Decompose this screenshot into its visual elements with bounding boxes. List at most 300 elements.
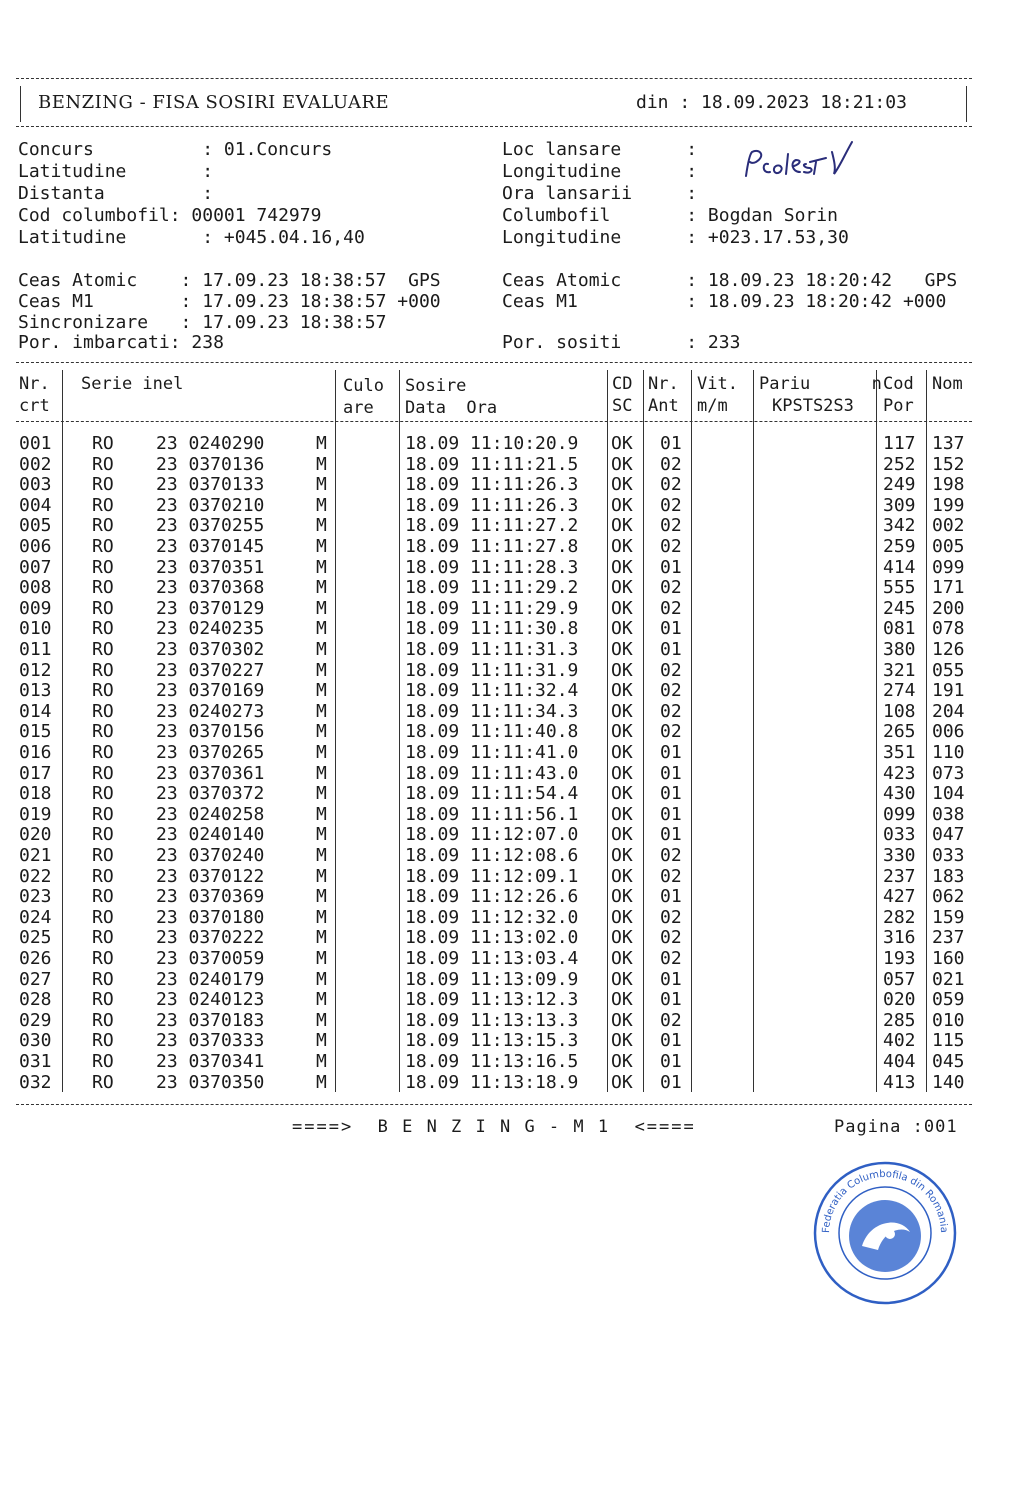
row-arrival: 18.09 11:11:29.2 <box>405 577 579 599</box>
row-nom: 199 <box>932 494 965 516</box>
table-row <box>0 990 1024 1011</box>
row-nr: 029 <box>19 1009 52 1031</box>
row-nr: 003 <box>19 474 52 496</box>
row-nrant: 02 <box>660 659 682 681</box>
row-sex: M <box>316 1009 327 1031</box>
table-row <box>0 743 1024 764</box>
row-sex: M <box>316 474 327 496</box>
row-country: RO <box>92 824 114 846</box>
table-row <box>0 681 1024 702</box>
table-row <box>0 970 1024 991</box>
row-nrant: 01 <box>660 639 682 660</box>
row-nom: 152 <box>932 453 965 475</box>
col-vit-header: Vit. <box>697 374 738 394</box>
row-ring: 23 0370145 <box>156 536 265 557</box>
row-cd: OK <box>611 886 633 908</box>
row-nr: 017 <box>19 762 52 784</box>
row-nom: 047 <box>932 824 965 846</box>
row-cd: OK <box>611 927 633 949</box>
row-nrant: 01 <box>660 1051 682 1072</box>
row-cd: OK <box>611 618 633 640</box>
row-nom: 183 <box>932 865 965 887</box>
table-row <box>0 722 1024 743</box>
row-sex: M <box>316 742 327 763</box>
row-cod: 099 <box>883 803 916 825</box>
row-country: RO <box>92 680 114 702</box>
row-cd: OK <box>611 1071 633 1093</box>
row-arrival: 18.09 11:11:40.8 <box>405 721 579 743</box>
row-arrival: 18.09 11:11:54.4 <box>405 783 579 805</box>
row-cod: 321 <box>883 659 916 681</box>
row-nrant: 02 <box>660 474 682 496</box>
row-nrant: 01 <box>660 803 682 825</box>
table-row <box>0 928 1024 949</box>
row-cod: 282 <box>883 906 916 928</box>
row-cd: OK <box>611 680 633 702</box>
row-country: RO <box>92 1051 114 1072</box>
table-row <box>0 1052 1024 1073</box>
row-nr: 011 <box>19 639 52 660</box>
row-arrival: 18.09 11:12:08.6 <box>405 845 579 866</box>
row-ring: 23 0370136 <box>156 453 265 475</box>
row-ring: 23 0370133 <box>156 474 265 496</box>
concurs-line: Concurs : 01.Concurs <box>18 139 333 160</box>
row-ring: 23 0370372 <box>156 783 265 805</box>
row-ring: 23 0370351 <box>156 556 265 578</box>
col-cd-header: CD <box>612 374 633 394</box>
row-ring: 23 0370059 <box>156 948 265 969</box>
row-sex: M <box>316 1051 327 1072</box>
row-cod: 555 <box>883 577 916 599</box>
row-cod: 380 <box>883 639 916 660</box>
row-sex: M <box>316 783 327 805</box>
row-ring: 23 0370183 <box>156 1009 265 1031</box>
row-cd: OK <box>611 845 633 866</box>
row-cd: OK <box>611 762 633 784</box>
row-nom: 115 <box>932 1030 965 1052</box>
table-row <box>0 661 1024 682</box>
row-nrant: 02 <box>660 536 682 557</box>
row-arrival: 18.09 11:13:03.4 <box>405 948 579 969</box>
row-arrival: 18.09 11:12:07.0 <box>405 824 579 846</box>
row-nrant: 02 <box>660 906 682 928</box>
row-ring: 23 0370129 <box>156 597 265 619</box>
table-row <box>0 475 1024 496</box>
latitudine-line: Latitudine : <box>18 161 214 182</box>
row-cd: OK <box>611 865 633 887</box>
row-nrant: 02 <box>660 1009 682 1031</box>
ceas-atomic-right: Ceas Atomic : 18.09.23 18:20:42 GPS <box>502 270 958 291</box>
table-row <box>0 599 1024 620</box>
row-cd: OK <box>611 659 633 681</box>
title-bottom-border <box>16 126 972 127</box>
row-cod: 057 <box>883 968 916 990</box>
row-sex: M <box>316 1071 327 1093</box>
row-nrant: 01 <box>660 762 682 784</box>
row-cd: OK <box>611 474 633 496</box>
row-sex: M <box>316 536 327 557</box>
distanta-line: Distanta : <box>18 183 214 204</box>
row-sex: M <box>316 515 327 537</box>
por-imbarcati-line: Por. imbarcati: 238 <box>18 332 224 353</box>
row-sex: M <box>316 680 327 702</box>
ceas-atomic-left: Ceas Atomic : 17.09.23 18:38:57 GPS <box>18 270 441 291</box>
row-nrant: 01 <box>660 886 682 908</box>
longitudine-line: Longitudine : <box>502 161 698 182</box>
row-sex: M <box>316 494 327 516</box>
row-nrant: 01 <box>660 968 682 990</box>
row-cod: 117 <box>883 433 916 454</box>
row-country: RO <box>92 783 114 805</box>
row-nom: 160 <box>932 948 965 969</box>
row-nom: 159 <box>932 906 965 928</box>
cod-columbofil-line: Cod columbofil: 00001 742979 <box>18 205 322 226</box>
row-cod: 285 <box>883 1009 916 1031</box>
row-nrant: 01 <box>660 989 682 1011</box>
row-sex: M <box>316 556 327 578</box>
col-pariu-header-sub: KPSTS2S3 <box>772 396 854 416</box>
row-nrant: 02 <box>660 494 682 516</box>
footer-banner: ====> B E N Z I N G - M 1 <==== <box>292 1117 696 1137</box>
title-right-bar <box>966 86 967 122</box>
row-arrival: 18.09 11:10:20.9 <box>405 433 579 454</box>
col-nr-header-sub: crt <box>19 396 50 416</box>
row-nrant: 02 <box>660 927 682 949</box>
row-ring: 23 0370333 <box>156 1030 265 1052</box>
federation-stamp <box>812 1160 958 1306</box>
latitudine-value-line: Latitudine : +045.04.16,40 <box>18 227 365 248</box>
row-nom: 200 <box>932 597 965 619</box>
row-country: RO <box>92 906 114 928</box>
row-cod: 193 <box>883 948 916 969</box>
col-serie-header: Serie inel <box>81 374 184 394</box>
row-country: RO <box>92 536 114 557</box>
row-cod: 430 <box>883 783 916 805</box>
row-country: RO <box>92 577 114 599</box>
table-row <box>0 619 1024 640</box>
row-cod: 274 <box>883 680 916 702</box>
row-cd: OK <box>611 906 633 928</box>
row-nrant: 01 <box>660 824 682 846</box>
table-row <box>0 434 1024 455</box>
row-sex: M <box>316 927 327 949</box>
row-nom: 045 <box>932 1051 965 1072</box>
row-nom: 033 <box>932 845 965 866</box>
row-nr: 015 <box>19 721 52 743</box>
row-cod: 351 <box>883 742 916 763</box>
row-arrival: 18.09 11:11:31.9 <box>405 659 579 681</box>
row-arrival: 18.09 11:11:34.3 <box>405 700 579 722</box>
row-cd: OK <box>611 577 633 599</box>
row-nr: 005 <box>19 515 52 537</box>
row-sex: M <box>316 659 327 681</box>
table-row <box>0 640 1024 661</box>
col-culoare-header-sub: are <box>343 398 374 418</box>
col-sosire-header-sub: Data Ora <box>405 398 498 418</box>
row-nrant: 01 <box>660 556 682 578</box>
row-nrant: 02 <box>660 865 682 887</box>
row-arrival: 18.09 11:13:16.5 <box>405 1051 579 1072</box>
row-nom: 002 <box>932 515 965 537</box>
row-ring: 23 0370240 <box>156 845 265 866</box>
row-cd: OK <box>611 700 633 722</box>
row-cd: OK <box>611 639 633 660</box>
row-nom: 059 <box>932 989 965 1011</box>
row-sex: M <box>316 639 327 660</box>
row-cod: 081 <box>883 618 916 640</box>
row-arrival: 18.09 11:11:21.5 <box>405 453 579 475</box>
row-cod: 402 <box>883 1030 916 1052</box>
row-nr: 030 <box>19 1030 52 1052</box>
table-bottom-border <box>16 1104 972 1105</box>
row-cd: OK <box>611 1009 633 1031</box>
table-row <box>0 764 1024 785</box>
row-nrant: 02 <box>660 577 682 599</box>
row-cd: OK <box>611 824 633 846</box>
row-nom: 198 <box>932 474 965 496</box>
handwritten-location <box>740 138 870 186</box>
row-nr: 031 <box>19 1051 52 1072</box>
row-nom: 038 <box>932 803 965 825</box>
row-cd: OK <box>611 1030 633 1052</box>
row-cd: OK <box>611 453 633 475</box>
col-nrant-header: Nr. <box>648 374 679 394</box>
row-arrival: 18.09 11:12:26.6 <box>405 886 579 908</box>
row-country: RO <box>92 556 114 578</box>
row-ring: 23 0240258 <box>156 803 265 825</box>
row-cd: OK <box>611 556 633 578</box>
row-country: RO <box>92 474 114 496</box>
row-country: RO <box>92 762 114 784</box>
row-cod: 020 <box>883 989 916 1011</box>
row-sex: M <box>316 597 327 619</box>
stamp-text: Federatia Columbofila din Romania <box>820 1168 950 1234</box>
row-cod: 237 <box>883 865 916 887</box>
row-nom: 078 <box>932 618 965 640</box>
row-country: RO <box>92 948 114 969</box>
col-nr-header: Nr. <box>19 374 50 394</box>
row-ring: 23 0240179 <box>156 968 265 990</box>
row-ring: 23 0370302 <box>156 639 265 660</box>
row-country: RO <box>92 700 114 722</box>
row-nom: 204 <box>932 700 965 722</box>
row-country: RO <box>92 742 114 763</box>
row-nr: 013 <box>19 680 52 702</box>
row-ring: 23 0370222 <box>156 927 265 949</box>
row-nom: 126 <box>932 639 965 660</box>
row-nrant: 01 <box>660 1071 682 1093</box>
row-arrival: 18.09 11:11:26.3 <box>405 494 579 516</box>
row-nom: 191 <box>932 680 965 702</box>
row-country: RO <box>92 1071 114 1093</box>
row-ring: 23 0240123 <box>156 989 265 1011</box>
row-arrival: 18.09 11:11:43.0 <box>405 762 579 784</box>
row-cod: 108 <box>883 700 916 722</box>
row-cod: 330 <box>883 845 916 866</box>
row-cod: 316 <box>883 927 916 949</box>
row-ring: 23 0370369 <box>156 886 265 908</box>
row-cod: 342 <box>883 515 916 537</box>
table-row <box>0 949 1024 970</box>
row-nr: 001 <box>19 433 52 454</box>
row-arrival: 18.09 11:11:27.8 <box>405 536 579 557</box>
row-country: RO <box>92 515 114 537</box>
col-cod-header-sub: Por <box>883 396 914 416</box>
row-nom: 137 <box>932 433 965 454</box>
row-arrival: 18.09 11:12:09.1 <box>405 865 579 887</box>
row-cod: 423 <box>883 762 916 784</box>
col-culoare-header: Culo <box>343 376 384 396</box>
row-nom: 055 <box>932 659 965 681</box>
row-arrival: 18.09 11:12:32.0 <box>405 906 579 928</box>
table-row <box>0 784 1024 805</box>
ceas-m1-right: Ceas M1 : 18.09.23 18:20:42 +000 <box>502 291 947 312</box>
top-border <box>16 78 972 79</box>
row-nr: 023 <box>19 886 52 908</box>
table-row <box>0 702 1024 723</box>
table-row <box>0 1073 1024 1094</box>
row-country: RO <box>92 968 114 990</box>
row-country: RO <box>92 1009 114 1031</box>
table-top-border <box>16 362 972 363</box>
document-date: din : 18.09.2023 18:21:03 <box>636 92 907 113</box>
row-nr: 032 <box>19 1071 52 1093</box>
col-cd-header-sub: SC <box>612 396 633 416</box>
row-arrival: 18.09 11:13:02.0 <box>405 927 579 949</box>
row-nr: 016 <box>19 742 52 763</box>
col-sosire-header: Sosire <box>405 376 467 396</box>
row-sex: M <box>316 845 327 866</box>
row-nr: 021 <box>19 845 52 866</box>
row-nrant: 02 <box>660 597 682 619</box>
header-bottom-border <box>16 421 972 422</box>
row-cd: OK <box>611 1051 633 1072</box>
row-nom: 110 <box>932 742 965 763</box>
row-ring: 23 0370368 <box>156 577 265 599</box>
row-nr: 020 <box>19 824 52 846</box>
row-nr: 026 <box>19 948 52 969</box>
row-nrant: 02 <box>660 721 682 743</box>
row-nr: 010 <box>19 618 52 640</box>
row-nom: 073 <box>932 762 965 784</box>
row-cd: OK <box>611 803 633 825</box>
row-nr: 009 <box>19 597 52 619</box>
row-cod: 249 <box>883 474 916 496</box>
row-nr: 012 <box>19 659 52 681</box>
row-cd: OK <box>611 783 633 805</box>
row-cod: 259 <box>883 536 916 557</box>
row-sex: M <box>316 1030 327 1052</box>
row-nom: 140 <box>932 1071 965 1093</box>
row-arrival: 18.09 11:13:18.9 <box>405 1071 579 1093</box>
por-sositi-line: Por. sositi : 233 <box>502 332 741 353</box>
row-sex: M <box>316 906 327 928</box>
row-nom: 237 <box>932 927 965 949</box>
row-cd: OK <box>611 515 633 537</box>
row-nom: 006 <box>932 721 965 743</box>
row-ring: 23 0370265 <box>156 742 265 763</box>
row-arrival: 18.09 11:13:12.3 <box>405 989 579 1011</box>
row-cd: OK <box>611 536 633 557</box>
row-cod: 413 <box>883 1071 916 1093</box>
row-nr: 007 <box>19 556 52 578</box>
row-sex: M <box>316 968 327 990</box>
row-cod: 245 <box>883 597 916 619</box>
row-nr: 028 <box>19 989 52 1011</box>
title-left-bar <box>20 86 21 122</box>
row-ring: 23 0370156 <box>156 721 265 743</box>
row-country: RO <box>92 659 114 681</box>
row-arrival: 18.09 11:11:27.2 <box>405 515 579 537</box>
table-row <box>0 537 1024 558</box>
row-arrival: 18.09 11:11:32.4 <box>405 680 579 702</box>
row-nr: 025 <box>19 927 52 949</box>
row-nr: 006 <box>19 536 52 557</box>
table-row <box>0 887 1024 908</box>
row-cd: OK <box>611 597 633 619</box>
table-row <box>0 867 1024 888</box>
row-country: RO <box>92 845 114 866</box>
row-country: RO <box>92 886 114 908</box>
row-nrant: 02 <box>660 845 682 866</box>
row-nrant: 02 <box>660 948 682 969</box>
row-cd: OK <box>611 433 633 454</box>
row-nr: 014 <box>19 700 52 722</box>
row-sex: M <box>316 989 327 1011</box>
row-nom: 021 <box>932 968 965 990</box>
col-nrant-header-sub: Ant <box>648 396 679 416</box>
table-row <box>0 825 1024 846</box>
row-nom: 099 <box>932 556 965 578</box>
row-country: RO <box>92 721 114 743</box>
row-nom: 062 <box>932 886 965 908</box>
row-cod: 309 <box>883 494 916 516</box>
row-cod: 033 <box>883 824 916 846</box>
row-sex: M <box>316 700 327 722</box>
row-cod: 414 <box>883 556 916 578</box>
col-pariu-header: Pariu n <box>759 374 882 394</box>
row-ring: 23 0370227 <box>156 659 265 681</box>
row-country: RO <box>92 989 114 1011</box>
table-row <box>0 846 1024 867</box>
row-arrival: 18.09 11:13:15.3 <box>405 1030 579 1052</box>
row-nom: 104 <box>932 783 965 805</box>
ora-lansarii-line: Ora lansarii : <box>502 183 698 204</box>
row-cd: OK <box>611 989 633 1011</box>
row-nom: 005 <box>932 536 965 557</box>
table-row <box>0 516 1024 537</box>
col-vit-header-sub: m/m <box>697 396 728 416</box>
row-cod: 404 <box>883 1051 916 1072</box>
row-cd: OK <box>611 742 633 763</box>
row-arrival: 18.09 11:13:09.9 <box>405 968 579 990</box>
row-ring: 23 0240290 <box>156 433 265 454</box>
row-nr: 024 <box>19 906 52 928</box>
row-sex: M <box>316 618 327 640</box>
row-sex: M <box>316 721 327 743</box>
row-sex: M <box>316 865 327 887</box>
row-sex: M <box>316 886 327 908</box>
row-sex: M <box>316 824 327 846</box>
table-row <box>0 805 1024 826</box>
row-nrant: 02 <box>660 453 682 475</box>
row-cd: OK <box>611 494 633 516</box>
row-nrant: 01 <box>660 618 682 640</box>
page-number: Pagina :001 <box>834 1117 958 1137</box>
row-ring: 23 0370122 <box>156 865 265 887</box>
columbofil-line: Columbofil : Bogdan Sorin <box>502 205 838 226</box>
row-ring: 23 0370255 <box>156 515 265 537</box>
